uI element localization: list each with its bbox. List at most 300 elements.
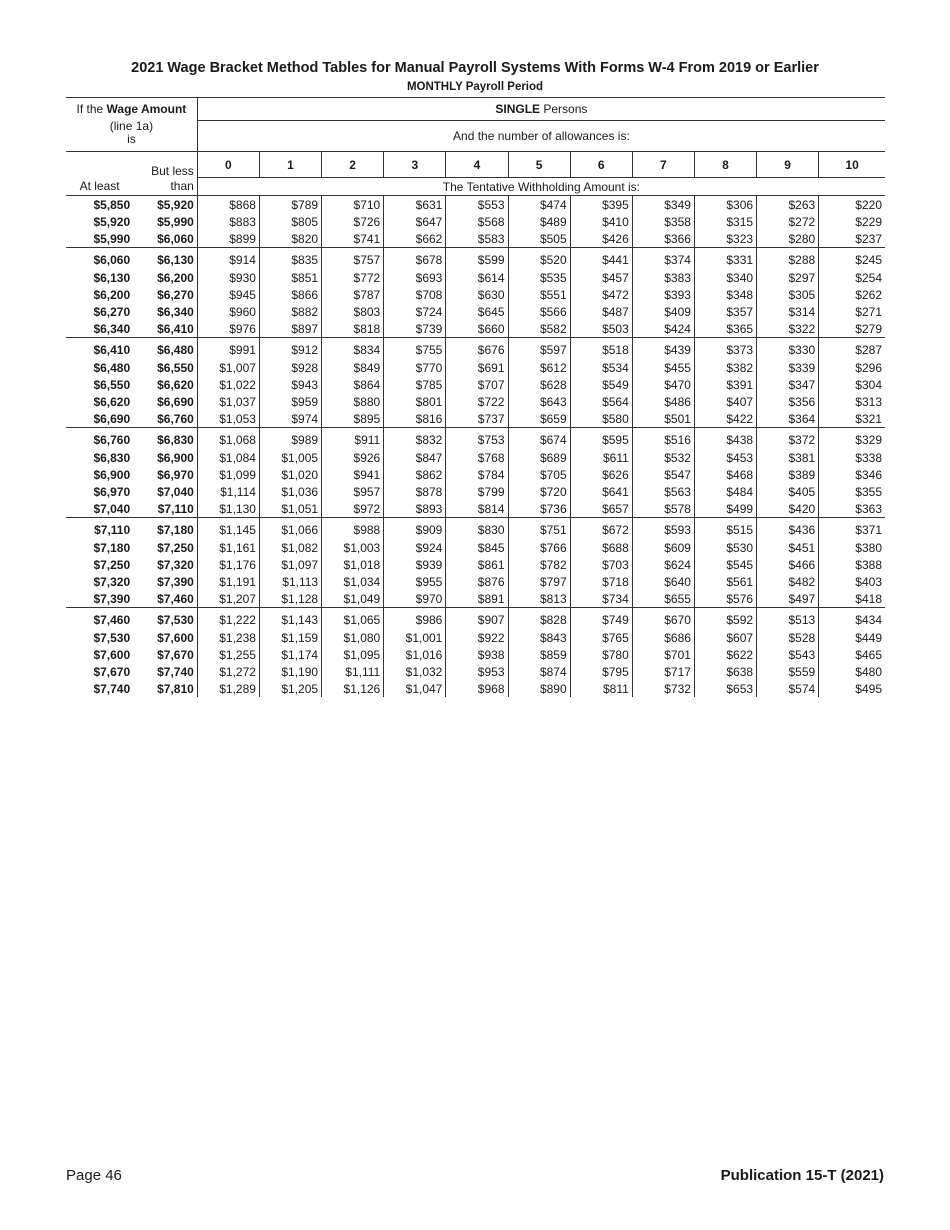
single-bold: SINGLE bbox=[495, 102, 541, 116]
withholding-cell: $314 bbox=[757, 303, 819, 320]
withholding-cell: $1,053 bbox=[197, 410, 259, 428]
at-least-cell: $6,480 bbox=[93, 360, 131, 375]
withholding-cell: $439 bbox=[632, 338, 694, 360]
wage-bold: Wage Amount bbox=[106, 102, 187, 116]
at-least-cell: $6,760 bbox=[66, 428, 133, 450]
withholding-cell: $480 bbox=[855, 664, 882, 679]
withholding-cell: $520 bbox=[508, 248, 570, 270]
withholding-cell: $1,190 bbox=[259, 663, 321, 680]
withholding-cell: $710 bbox=[322, 196, 384, 214]
withholding-cell: $503 bbox=[570, 320, 632, 338]
withholding-cell: $321 bbox=[855, 411, 882, 426]
withholding-cell: $861 bbox=[446, 556, 508, 573]
withholding-cell: $1,113 bbox=[259, 573, 321, 590]
withholding-cell: $346 bbox=[855, 467, 882, 482]
withholding-cell: $939 bbox=[384, 556, 446, 573]
withholding-cell: $924 bbox=[384, 539, 446, 556]
withholding-cell: $418 bbox=[855, 591, 882, 606]
withholding-cell: $297 bbox=[757, 269, 819, 286]
withholding-cell: $772 bbox=[322, 269, 384, 286]
withholding-cell: $373 bbox=[694, 338, 756, 360]
withholding-cell: $330 bbox=[757, 338, 819, 360]
withholding-cell: $365 bbox=[694, 320, 756, 338]
withholding-cell: $811 bbox=[570, 680, 632, 697]
withholding-cell: $1,289 bbox=[197, 680, 259, 697]
withholding-cell: $1,099 bbox=[197, 466, 259, 483]
withholding-cell: $1,066 bbox=[259, 518, 321, 540]
withholding-cell: $813 bbox=[508, 590, 570, 608]
withholding-cell: $465 bbox=[855, 647, 882, 662]
table-row bbox=[66, 466, 885, 483]
withholding-cell: $878 bbox=[384, 483, 446, 500]
withholding-cell: $657 bbox=[570, 500, 632, 518]
withholding-cell: $380 bbox=[855, 540, 882, 555]
withholding-cell: $395 bbox=[570, 196, 632, 214]
withholding-cell: $693 bbox=[384, 269, 446, 286]
but-less-cell: $5,920 bbox=[133, 196, 197, 214]
withholding-cell: $789 bbox=[259, 196, 321, 214]
withholding-cell: $1,022 bbox=[197, 376, 259, 393]
withholding-cell: $737 bbox=[446, 410, 508, 428]
at-least-cell: $6,340 bbox=[93, 321, 131, 336]
withholding-cell: $705 bbox=[508, 466, 570, 483]
withholding-cell: $323 bbox=[694, 230, 756, 248]
withholding-cell: $1,130 bbox=[197, 500, 259, 518]
withholding-cell: $955 bbox=[384, 573, 446, 590]
withholding-cell: $501 bbox=[632, 410, 694, 428]
withholding-cell: $532 bbox=[632, 449, 694, 466]
withholding-cell: $864 bbox=[322, 376, 384, 393]
withholding-cell: $907 bbox=[446, 608, 508, 630]
withholding-cell: $630 bbox=[446, 286, 508, 303]
withholding-cell: $1,051 bbox=[259, 500, 321, 518]
allowances-header: And the number of allowances is: bbox=[197, 121, 885, 152]
but-less-cell: $6,270 bbox=[133, 286, 197, 303]
withholding-cell: $626 bbox=[570, 466, 632, 483]
withholding-cell: $595 bbox=[570, 428, 632, 450]
at-least-cell: $6,410 bbox=[66, 338, 133, 360]
withholding-cell: $662 bbox=[384, 230, 446, 248]
withholding-cell: $647 bbox=[384, 213, 446, 230]
but-less-cell: $6,830 bbox=[133, 428, 197, 450]
withholding-cell: $410 bbox=[570, 213, 632, 230]
withholding-cell: $622 bbox=[694, 646, 756, 663]
withholding-cell: $1,084 bbox=[197, 449, 259, 466]
withholding-cell: $897 bbox=[259, 320, 321, 338]
withholding-cell: $641 bbox=[570, 483, 632, 500]
withholding-cell: $828 bbox=[508, 608, 570, 630]
withholding-cell: $780 bbox=[570, 646, 632, 663]
withholding-cell: $883 bbox=[197, 213, 259, 230]
but-less-cell: $6,620 bbox=[133, 376, 197, 393]
publication-name: Publication 15-T (2021) bbox=[720, 1167, 884, 1184]
withholding-cell: $739 bbox=[384, 320, 446, 338]
withholding-cell: $765 bbox=[570, 629, 632, 646]
withholding-cell: $660 bbox=[446, 320, 508, 338]
withholding-cell: $953 bbox=[446, 663, 508, 680]
but-less-cell: $7,600 bbox=[133, 629, 197, 646]
withholding-cell: $1,068 bbox=[197, 428, 259, 450]
at-least-cell: $7,460 bbox=[66, 608, 133, 630]
but-less-cell: $6,130 bbox=[133, 248, 197, 270]
wage-line: (line 1a) bbox=[109, 119, 154, 133]
but-less-cell: $7,320 bbox=[133, 556, 197, 573]
but-less-cell: $6,060 bbox=[133, 230, 197, 248]
withholding-cell: $708 bbox=[384, 286, 446, 303]
withholding-cell: $547 bbox=[632, 466, 694, 483]
withholding-cell: $383 bbox=[632, 269, 694, 286]
table-row bbox=[66, 518, 885, 540]
wage-prefix: If the bbox=[76, 102, 107, 116]
withholding-cell: $279 bbox=[855, 321, 882, 336]
withholding-cell: $1,016 bbox=[384, 646, 446, 663]
withholding-cell: $653 bbox=[694, 680, 756, 697]
withholding-cell: $991 bbox=[197, 338, 259, 360]
allowance-col-3: 3 bbox=[384, 152, 446, 178]
withholding-cell: $659 bbox=[508, 410, 570, 428]
withholding-cell: $941 bbox=[322, 466, 384, 483]
withholding-cell: $718 bbox=[570, 573, 632, 590]
table-row bbox=[66, 539, 885, 556]
withholding-cell: $528 bbox=[757, 629, 819, 646]
withholding-cell: $1,272 bbox=[197, 663, 259, 680]
but-less-cell: $6,480 bbox=[133, 338, 197, 360]
withholding-cell: $499 bbox=[694, 500, 756, 518]
but-less-cell: $7,390 bbox=[133, 573, 197, 590]
withholding-cell: $340 bbox=[694, 269, 756, 286]
table-row bbox=[66, 359, 885, 376]
table-row bbox=[66, 663, 885, 680]
withholding-cell: $770 bbox=[384, 359, 446, 376]
withholding-cell: $313 bbox=[855, 394, 882, 409]
withholding-cell: $329 bbox=[819, 428, 885, 450]
at-least-cell: $6,690 bbox=[93, 411, 131, 426]
withholding-cell: $843 bbox=[508, 629, 570, 646]
withholding-cell: $1,080 bbox=[322, 629, 384, 646]
withholding-cell: $280 bbox=[757, 230, 819, 248]
withholding-cell: $489 bbox=[508, 213, 570, 230]
withholding-cell: $426 bbox=[570, 230, 632, 248]
withholding-cell: $851 bbox=[259, 269, 321, 286]
withholding-cell: $497 bbox=[757, 590, 819, 608]
allowance-col-7: 7 bbox=[632, 152, 694, 178]
withholding-cell: $974 bbox=[259, 410, 321, 428]
withholding-cell: $271 bbox=[855, 304, 882, 319]
at-least-cell: $6,900 bbox=[93, 467, 131, 482]
withholding-cell: $535 bbox=[508, 269, 570, 286]
withholding-cell: $1,238 bbox=[197, 629, 259, 646]
withholding-cell: $356 bbox=[757, 393, 819, 410]
at-least-cell: $7,390 bbox=[93, 591, 131, 606]
table-row bbox=[66, 573, 885, 590]
table-row bbox=[66, 196, 885, 214]
withholding-cell: $643 bbox=[508, 393, 570, 410]
withholding-cell: $366 bbox=[632, 230, 694, 248]
withholding-cell: $930 bbox=[197, 269, 259, 286]
withholding-cell: $751 bbox=[508, 518, 570, 540]
allowance-col-4: 4 bbox=[446, 152, 508, 178]
allowance-col-8: 8 bbox=[694, 152, 756, 178]
withholding-cell: $1,143 bbox=[259, 608, 321, 630]
withholding-cell: $407 bbox=[694, 393, 756, 410]
withholding-cell: $801 bbox=[384, 393, 446, 410]
withholding-cell: $957 bbox=[322, 483, 384, 500]
allowance-col-0: 0 bbox=[197, 152, 259, 178]
withholding-cell: $938 bbox=[446, 646, 508, 663]
withholding-cell: $355 bbox=[855, 484, 882, 499]
withholding-cell: $304 bbox=[855, 377, 882, 392]
withholding-cell: $272 bbox=[757, 213, 819, 230]
at-least-cell: $7,530 bbox=[93, 630, 131, 645]
withholding-cell: $734 bbox=[570, 590, 632, 608]
but-less-cell: $6,970 bbox=[133, 466, 197, 483]
at-least-cell: $7,320 bbox=[93, 574, 131, 589]
at-least-cell: $6,620 bbox=[93, 394, 131, 409]
withholding-cell: $849 bbox=[322, 359, 384, 376]
withholding-cell: $899 bbox=[197, 230, 259, 248]
withholding-cell: $391 bbox=[694, 376, 756, 393]
but-less-cell: $7,040 bbox=[133, 483, 197, 500]
than-label: than bbox=[133, 178, 197, 196]
at-least-cell: $7,110 bbox=[66, 518, 133, 540]
withholding-cell: $701 bbox=[632, 646, 694, 663]
withholding-cell: $787 bbox=[322, 286, 384, 303]
at-least-cell: $6,270 bbox=[93, 304, 131, 319]
withholding-cell: $305 bbox=[757, 286, 819, 303]
withholding-cell: $784 bbox=[446, 466, 508, 483]
at-least-label: At least bbox=[66, 178, 133, 196]
but-less-cell: $7,180 bbox=[133, 518, 197, 540]
withholding-cell: $516 bbox=[632, 428, 694, 450]
at-least-cell: $6,970 bbox=[93, 484, 131, 499]
allowance-col-5: 5 bbox=[508, 152, 570, 178]
withholding-cell: $1,126 bbox=[322, 680, 384, 697]
withholding-cell: $470 bbox=[632, 376, 694, 393]
but-less-cell: $7,670 bbox=[133, 646, 197, 663]
table-row bbox=[66, 590, 885, 608]
withholding-cell: $859 bbox=[508, 646, 570, 663]
withholding-cell: $820 bbox=[259, 230, 321, 248]
withholding-cell: $834 bbox=[322, 338, 384, 360]
withholding-cell: $986 bbox=[384, 608, 446, 630]
at-least-cell: $7,670 bbox=[93, 664, 131, 679]
table-row bbox=[66, 410, 885, 428]
table-row bbox=[66, 393, 885, 410]
withholding-cell: $847 bbox=[384, 449, 446, 466]
withholding-cell: $609 bbox=[632, 539, 694, 556]
withholding-cell: $338 bbox=[855, 450, 882, 465]
withholding-cell: $1,174 bbox=[259, 646, 321, 663]
at-least-cell: $6,060 bbox=[66, 248, 133, 270]
allowance-col-2: 2 bbox=[322, 152, 384, 178]
withholding-cell: $926 bbox=[322, 449, 384, 466]
withholding-cell: $874 bbox=[508, 663, 570, 680]
but-less-cell: $6,760 bbox=[133, 410, 197, 428]
table-row bbox=[66, 629, 885, 646]
table-row bbox=[66, 213, 885, 230]
withholding-cell: $1,018 bbox=[322, 556, 384, 573]
at-least-cell: $7,250 bbox=[93, 557, 131, 572]
withholding-cell: $472 bbox=[570, 286, 632, 303]
withholding-cell: $797 bbox=[508, 573, 570, 590]
withholding-cell: $580 bbox=[570, 410, 632, 428]
withholding-cell: $782 bbox=[508, 556, 570, 573]
allowance-col-9: 9 bbox=[757, 152, 819, 178]
withholding-cell: $972 bbox=[322, 500, 384, 518]
table-row bbox=[66, 483, 885, 500]
wage-is: is bbox=[127, 132, 136, 146]
withholding-cell: $835 bbox=[259, 248, 321, 270]
but-less-cell: $7,110 bbox=[133, 500, 197, 518]
withholding-cell: $890 bbox=[508, 680, 570, 697]
withholding-cell: $795 bbox=[570, 663, 632, 680]
withholding-cell: $1,176 bbox=[197, 556, 259, 573]
withholding-cell: $799 bbox=[446, 483, 508, 500]
withholding-cell: $1,037 bbox=[197, 393, 259, 410]
withholding-cell: $484 bbox=[694, 483, 756, 500]
at-least-cell: $6,830 bbox=[93, 450, 131, 465]
withholding-cell: $970 bbox=[384, 590, 446, 608]
withholding-cell: $457 bbox=[570, 269, 632, 286]
withholding-cell: $607 bbox=[694, 629, 756, 646]
withholding-cell: $753 bbox=[446, 428, 508, 450]
withholding-cell: $732 bbox=[632, 680, 694, 697]
withholding-cell: $551 bbox=[508, 286, 570, 303]
but-less-cell: $7,810 bbox=[133, 680, 197, 697]
withholding-cell: $374 bbox=[632, 248, 694, 270]
withholding-cell: $959 bbox=[259, 393, 321, 410]
withholding-cell: $229 bbox=[855, 214, 882, 229]
withholding-cell: $911 bbox=[322, 428, 384, 450]
but-less-cell: $6,900 bbox=[133, 449, 197, 466]
withholding-cell: $830 bbox=[446, 518, 508, 540]
table-row bbox=[66, 286, 885, 303]
wage-amount-header bbox=[66, 98, 197, 152]
at-least-cell: $6,130 bbox=[93, 270, 131, 285]
withholding-cell: $818 bbox=[322, 320, 384, 338]
withholding-cell: $296 bbox=[855, 360, 882, 375]
withholding-cell: $559 bbox=[757, 663, 819, 680]
withholding-cell: $1,034 bbox=[322, 573, 384, 590]
withholding-cell: $1,207 bbox=[197, 590, 259, 608]
withholding-cell: $545 bbox=[694, 556, 756, 573]
withholding-cell: $945 bbox=[197, 286, 259, 303]
withholding-cell: $707 bbox=[446, 376, 508, 393]
withholding-cell: $534 bbox=[570, 359, 632, 376]
page-subtitle: MONTHLY Payroll Period bbox=[406, 81, 544, 93]
withholding-cell: $670 bbox=[632, 608, 694, 630]
but-less-cell: $6,550 bbox=[133, 359, 197, 376]
withholding-cell: $487 bbox=[570, 303, 632, 320]
table-row bbox=[66, 680, 885, 697]
withholding-cell: $518 bbox=[570, 338, 632, 360]
withholding-cell: $672 bbox=[570, 518, 632, 540]
but-less-cell: $7,740 bbox=[133, 663, 197, 680]
at-least-cell: $6,200 bbox=[93, 287, 131, 302]
withholding-cell: $455 bbox=[632, 359, 694, 376]
withholding-cell: $306 bbox=[694, 196, 756, 214]
withholding-cell: $505 bbox=[508, 230, 570, 248]
withholding-cell: $1,005 bbox=[259, 449, 321, 466]
withholding-cell: $876 bbox=[446, 573, 508, 590]
withholding-cell: $688 bbox=[570, 539, 632, 556]
table-row bbox=[66, 646, 885, 663]
withholding-cell: $1,128 bbox=[259, 590, 321, 608]
withholding-cell: $331 bbox=[694, 248, 756, 270]
withholding-cell: $592 bbox=[694, 608, 756, 630]
withholding-cell: $691 bbox=[446, 359, 508, 376]
withholding-cell: $574 bbox=[757, 680, 819, 697]
table-row bbox=[66, 320, 885, 338]
withholding-cell: $816 bbox=[384, 410, 446, 428]
withholding-cell: $451 bbox=[757, 539, 819, 556]
withholding-cell: $1,020 bbox=[259, 466, 321, 483]
withholding-cell: $364 bbox=[757, 410, 819, 428]
table-row bbox=[66, 338, 885, 360]
table-row bbox=[66, 428, 885, 450]
allowance-col-6: 6 bbox=[570, 152, 632, 178]
withholding-cell: $409 bbox=[632, 303, 694, 320]
withholding-cell: $805 bbox=[259, 213, 321, 230]
withholding-cell: $866 bbox=[259, 286, 321, 303]
withholding-cell: $755 bbox=[384, 338, 446, 360]
withholding-cell: $357 bbox=[694, 303, 756, 320]
withholding-cell: $347 bbox=[757, 376, 819, 393]
withholding-cell: $388 bbox=[855, 557, 882, 572]
at-least-cell: $5,920 bbox=[93, 214, 131, 229]
withholding-cell: $785 bbox=[384, 376, 446, 393]
withholding-cell: $482 bbox=[757, 573, 819, 590]
withholding-cell: $424 bbox=[632, 320, 694, 338]
withholding-cell: $583 bbox=[446, 230, 508, 248]
withholding-cell: $1,145 bbox=[197, 518, 259, 540]
table-body bbox=[66, 196, 885, 698]
withholding-cell: $393 bbox=[632, 286, 694, 303]
withholding-cell: $638 bbox=[694, 663, 756, 680]
withholding-cell: $389 bbox=[757, 466, 819, 483]
withholding-cell: $513 bbox=[757, 608, 819, 630]
withholding-cell: $1,003 bbox=[322, 539, 384, 556]
table-row bbox=[66, 303, 885, 320]
withholding-cell: $1,036 bbox=[259, 483, 321, 500]
withholding-cell: $717 bbox=[632, 663, 694, 680]
withholding-cell: $1,082 bbox=[259, 539, 321, 556]
withholding-cell: $976 bbox=[197, 320, 259, 338]
withholding-cell: $1,222 bbox=[197, 608, 259, 630]
withholding-cell: $814 bbox=[446, 500, 508, 518]
withholding-cell: $543 bbox=[757, 646, 819, 663]
withholding-cell: $339 bbox=[757, 359, 819, 376]
withholding-cell: $655 bbox=[632, 590, 694, 608]
table-row bbox=[66, 449, 885, 466]
withholding-cell: $1,007 bbox=[197, 359, 259, 376]
wage-bracket-table bbox=[66, 97, 885, 697]
withholding-cell: $1,114 bbox=[197, 483, 259, 500]
withholding-cell: $245 bbox=[819, 248, 885, 270]
withholding-cell: $453 bbox=[694, 449, 756, 466]
single-persons-header bbox=[197, 98, 885, 121]
withholding-cell: $474 bbox=[508, 196, 570, 214]
withholding-cell: $322 bbox=[757, 320, 819, 338]
withholding-cell: $564 bbox=[570, 393, 632, 410]
withholding-cell: $741 bbox=[322, 230, 384, 248]
withholding-cell: $832 bbox=[384, 428, 446, 450]
withholding-cell: $736 bbox=[508, 500, 570, 518]
withholding-cell: $1,095 bbox=[322, 646, 384, 663]
withholding-cell: $438 bbox=[694, 428, 756, 450]
withholding-cell: $1,097 bbox=[259, 556, 321, 573]
withholding-cell: $254 bbox=[855, 270, 882, 285]
